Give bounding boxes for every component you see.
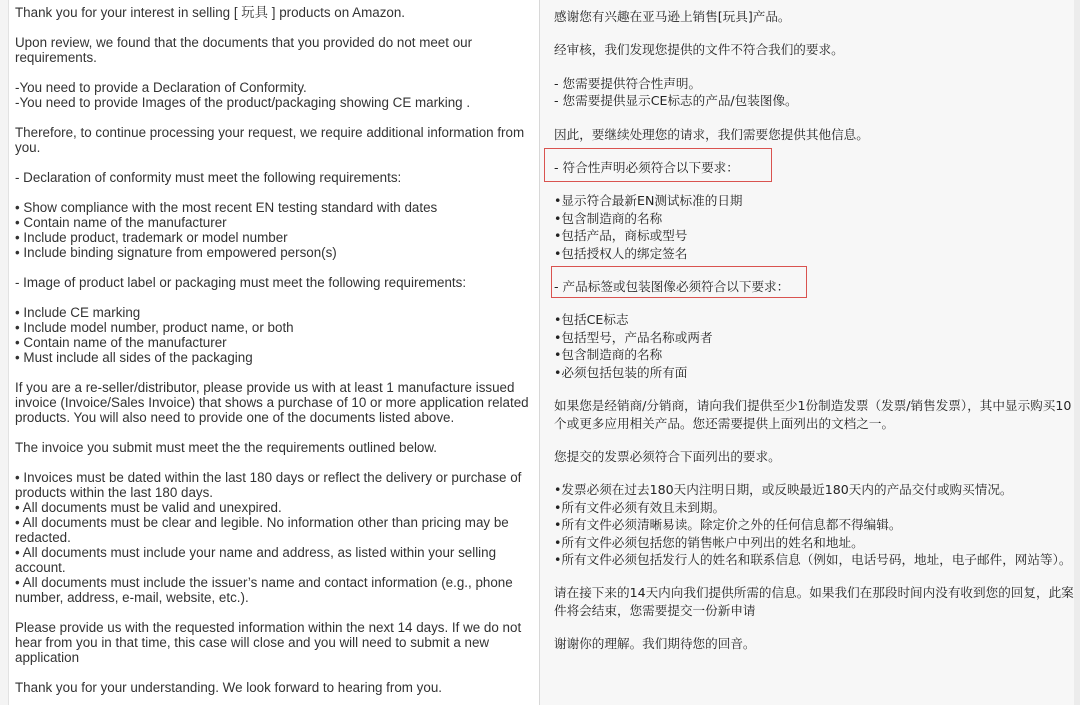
english-text: [15, 5, 530, 710]
en-list-item: • All documents must be valid and unexpired.: [15, 500, 282, 515]
zh-list-item: •所有文件必须清晰易读。除定价之外的任何信息都不得编辑。: [554, 517, 902, 533]
zh-list-item: •显示符合最新EN测试标准的日期: [554, 193, 743, 209]
zh-image-req-heading: - 产品标签或包装图像必须符合以下要求：: [554, 279, 790, 295]
en-doc-req-heading: - Declaration of conformity must meet the following requirements:: [15, 170, 402, 185]
en-image-req-list: [15, 305, 530, 365]
en-review-result: Upon review, we found that the documents that you provided do not meet our requirements.: [15, 35, 473, 65]
zh-list-item: •包含制造商的名称: [554, 210, 663, 226]
zh-missing-docs: [554, 75, 1074, 110]
en-list-item: • Include CE marking: [15, 305, 141, 320]
zh-list-item: •包括型号，产品名称或两者: [554, 329, 713, 345]
zh-missing-item: - 您需要提供符合性声明。: [554, 75, 702, 91]
en-list-item: • Show compliance with the most recent EN testing standard with dates: [15, 200, 438, 215]
en-list-item: • Include binding signature from empowered person(s): [15, 245, 337, 260]
zh-list-item: •所有文件必须包括您的销售帐户中列出的姓名和地址。: [554, 534, 864, 550]
en-list-item: • Contain name of the manufacturer: [15, 215, 227, 230]
right-gutter: [1074, 0, 1080, 705]
en-list-item: • Contain name of the manufacturer: [15, 335, 227, 350]
en-list-item: • Invoices must be dated within the last 180 days or reflect the delivery or purchase of products within the last 180 days.: [15, 470, 522, 500]
en-invoice-heading: The invoice you submit must meet the the requirements outlined below.: [15, 440, 438, 455]
zh-list-item: •发票必须在过去180天内注明日期，或反映最近180天内的产品交付或购买情况。: [554, 482, 1013, 498]
zh-list-item: •所有文件必须有效且未到期。: [554, 499, 726, 515]
en-list-item: • Include product, trademark or model number: [15, 230, 288, 245]
zh-invoice-heading: 您提交的发票必须符合下面列出的要求。: [554, 448, 781, 464]
en-missing-docs: [15, 80, 530, 110]
zh-list-item: •包括CE标志: [554, 312, 629, 328]
zh-image-req-list: [554, 311, 1074, 381]
en-doc-req-list: [15, 200, 530, 260]
zh-closing: 谢谢你的理解。我们期待您的回音。: [554, 636, 756, 652]
zh-invoice-req-list: [554, 481, 1074, 568]
en-list-item: • All documents must include your name and address, as listed within your selling account.: [15, 545, 497, 575]
zh-review-result: 经审核，我们发现您提供的文件不符合我们的要求。: [554, 42, 844, 58]
zh-list-item: •包含制造商的名称: [554, 347, 663, 363]
en-missing-item: -You need to provide Images of the product/packaging showing CE marking .: [15, 95, 471, 110]
zh-missing-item: - 您需要提供显示CE标志的产品/包装图像。: [554, 93, 798, 109]
zh-reseller-paragraph: 如果您是经销商/分销商，请向我们提供至少1份制造发票（发票/销售发票），其中显示购买10个或更多应用相关产品。您还需要提供上面列出的文档之一。: [554, 398, 1072, 431]
zh-list-item: •包括产品，商标或型号: [554, 228, 688, 244]
chinese-text: [554, 8, 1074, 669]
zh-deadline-paragraph: 请在接下来的14天内向我们提供所需的信息。如果我们在那段时间内没有收到您的回复，此案件将会结束，您需要提交一份新申请: [554, 585, 1074, 618]
zh-greeting: 感谢您有兴趣在亚马逊上销售[玩具]产品。: [554, 9, 791, 24]
highlight-box-declaration: [544, 148, 772, 182]
en-list-item: • Must include all sides of the packaging: [15, 350, 253, 365]
zh-doc-req-heading: - 符合性声明必须符合以下要求：: [554, 160, 739, 176]
en-list-item: • Include model number, product name, or both: [15, 320, 294, 335]
zh-list-item: •所有文件必须包括发行人的姓名和联系信息（例如，电话号码，地址，电子邮件，网站等）。: [554, 551, 1072, 567]
en-list-item: • All documents must include the issuer’s name and contact information (e.g., phone number, address, e-mail, website, etc.).: [15, 575, 513, 605]
zh-list-item: •必须包括包装的所有面: [554, 364, 688, 380]
zh-list-item: •包括授权人的绑定签名: [554, 245, 688, 261]
en-greeting: Thank you for your interest in selling [ 玩具 ] products on Amazon.: [15, 5, 406, 20]
zh-request-info: 因此，要继续处理您的请求，我们需要您提供其他信息。: [554, 126, 869, 142]
en-image-req-heading: - Image of product label or packaging must meet the following requirements:: [15, 275, 467, 290]
en-list-item: • All documents must be clear and legible. No information other than pricing may be redacted.: [15, 515, 509, 545]
en-invoice-req-list: [15, 470, 530, 605]
highlight-box-image: [551, 266, 807, 298]
zh-doc-req-list: [554, 192, 1074, 262]
en-request-info: Therefore, to continue processing your request, we require additional information from you.: [15, 125, 525, 155]
left-gutter: [0, 0, 9, 705]
en-missing-item: -You need to provide a Declaration of Conformity.: [15, 80, 307, 95]
en-reseller-paragraph: If you are a re-seller/distributor, please provide us with at least 1 manufacture issued invoice (Invoice/Sales Invoice) that shows a purchase of 10 or more application related products. You will also need to provide one of the documents listed above.: [15, 380, 529, 425]
en-deadline-paragraph: Please provide us with the requested information within the next 14 days. If we do not hear from you in that time, this case will close and you will need to submit a new application: [15, 620, 522, 665]
en-closing: Thank you for your understanding. We look forward to hearing from you.: [15, 680, 442, 695]
